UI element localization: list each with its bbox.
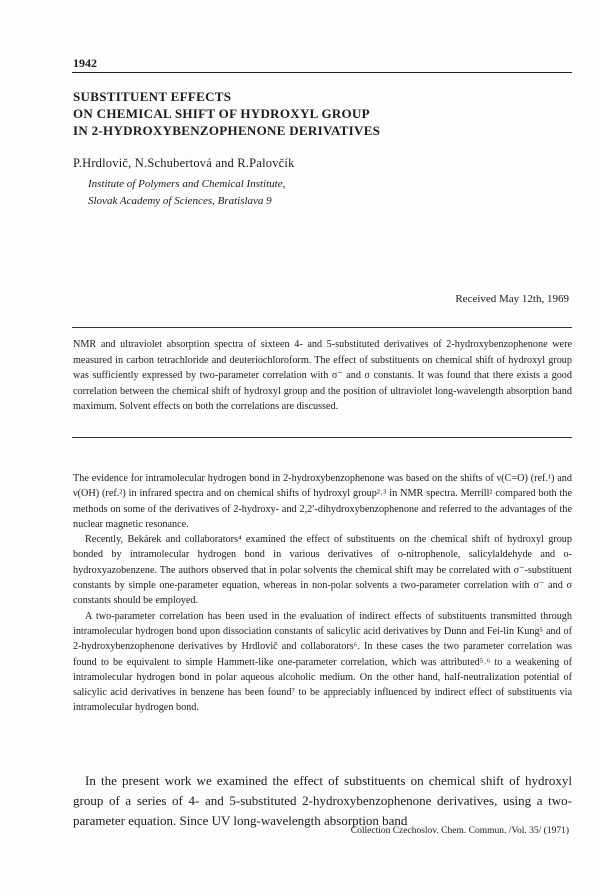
abstract-top-rule	[72, 327, 572, 328]
body-paragraph: The evidence for intramolecular hydrogen bond in 2-hydroxybenzophenone was based on the shifts of ν(C=O) (ref.¹) and ν(OH) (ref.²) in infrared spectra and on chemical shifts of hydroxyl group²˒³ in NMR spectra. Merrill² compared both the methods on some of the derivatives of 2-hydroxy- and 2,2′-dihydroxybenzophenone and referred to the advantages of the nuclear magnetic resonance.	[73, 473, 572, 530]
journal-footer: Collection Czechoslov. Chem. Commun. /Vol. 35/ (1971)	[350, 826, 569, 836]
title-line: SUBSTITUENT EFFECTS	[73, 89, 232, 104]
article-title	[73, 88, 573, 139]
title-line: ON CHEMICAL SHIFT OF HYDROXYL GROUP	[73, 106, 370, 121]
body-text	[73, 471, 572, 716]
received-date: Received May 12th, 1969	[455, 293, 569, 305]
abstract: NMR and ultraviolet absorption spectra of sixteen 4- and 5-substituted derivatives of 2-hydroxybenzophenone were measured in carbon tetrachloride and deuteriochloroform. The effect of substituents on chemical shift of hydroxyl group was sufficiently expressed by two-parameter correlation with σ⁻ and σ constants. It was found that there exists a good correlation between the chemical shift of hydroxyl group and the position of ultraviolet long-wavelength absorption band maximum. Solvent effects on both the correlations are discussed.	[73, 339, 572, 413]
page-number: 1942	[73, 56, 97, 70]
affiliation-line: Slovak Academy of Sciences, Bratislava 9	[88, 195, 272, 207]
large-paragraph: In the present work we examined the effect of substituents on chemical shift of hydroxyl group of a series of 4- and 5-substituted 2-hydroxybenzophenone derivatives, using a two-parameter equation. Since UV long-wavelength absorption band	[73, 773, 572, 828]
header-rule	[72, 72, 572, 73]
abstract-bottom-rule	[72, 437, 572, 438]
intro-paragraph	[73, 771, 572, 831]
title-line: IN 2-HYDROXYBENZOPHENONE DERIVATIVES	[73, 123, 381, 138]
body-paragraph: Recently, Bekárek and collaborators⁴ examined the effect of substituents on the chemical shift of hydroxyl group bonded by intramolecular hydrogen bond in various derivatives of o-nitrophenole, salicylaldehyde and o-hydroxyazobenzene. The authors observed that in polar solvents the chemical shift may be correlated with σ⁻-substituent constants by simple one-parameter equation, whereas in non-polar solvents a two-parameter correlation with σ⁻ and σ constants should be employed.	[73, 534, 572, 607]
body-paragraph: A two-parameter correlation has been used in the evaluation of indirect effects of substituents transmitted through intramolecular hydrogen bond upon dissociation constants of salicylic acid derivatives by Dunn and Fei-lin Kung⁵ and of 2-hydroxybenzophenone derivatives by Hrdlovič and collaborators⁶. In these cases the two parameter correlation was found to be equivalent to simple Hammett-like one-parameter correlation, which was attributed⁵˒⁶ to a weakening of intramolecular hydrogen bond in polar aqueous alcoholic medium. On the other hand, half-neutralization potential of salicylic acid derivatives in benzene has been found⁷ to be appreciably influenced by indirect effect of substituents via intramolecular hydrogen bond.	[73, 610, 572, 714]
authors: P.Hrdlovič, N.Schubertová and R.Palovčík	[73, 156, 295, 170]
affiliation	[88, 176, 285, 210]
affiliation-line: Institute of Polymers and Chemical Institute,	[88, 178, 286, 190]
